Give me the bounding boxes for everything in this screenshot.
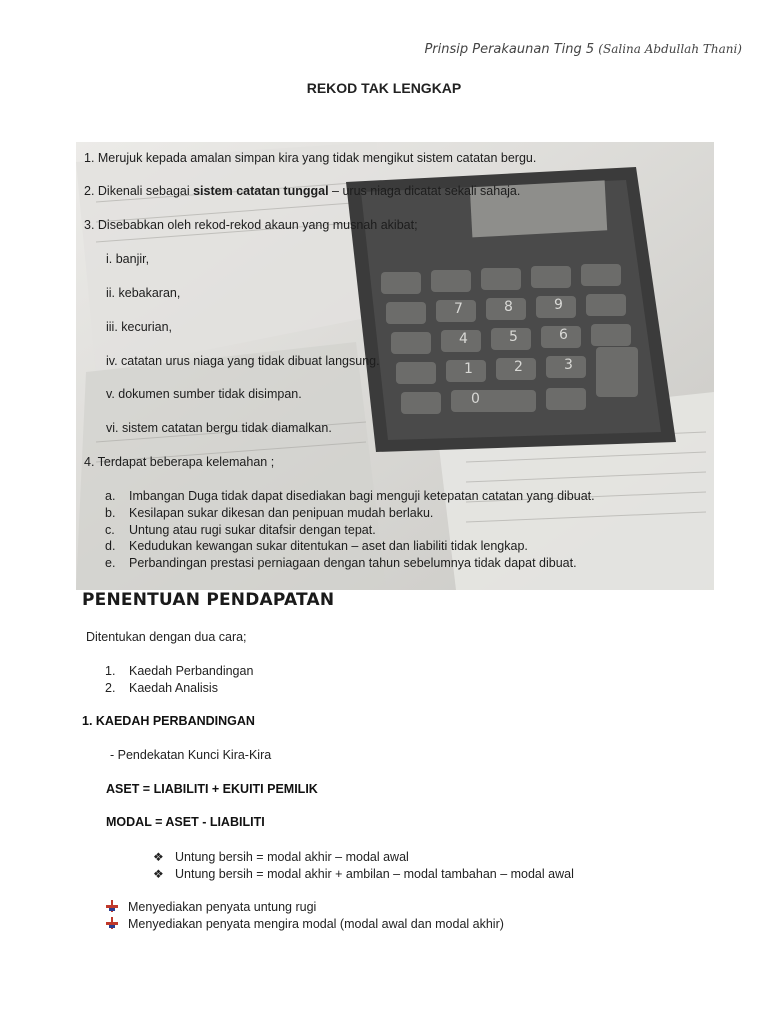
weakness-marker: a.: [105, 489, 116, 503]
section-intro: Ditentukan dengan dua cara;: [86, 630, 247, 644]
weakness-item: [105, 506, 433, 520]
point-2-pre: 2. Dikenali sebagai: [84, 184, 194, 198]
weakness-item: [105, 489, 595, 503]
cause-item: i. banjir,: [106, 252, 150, 266]
svg-text:7: 7: [454, 301, 463, 317]
pin-bullet-icon: [106, 900, 118, 912]
weakness-marker: e.: [105, 556, 116, 570]
svg-text:8: 8: [504, 299, 513, 315]
diamond-bullet-icon: ❖: [153, 867, 164, 881]
weakness-text: Kesilapan sukar dikesan dan penipuan mudah berlaku.: [129, 506, 434, 520]
point-2-post: – urus niaga dicatat sekali sahaja.: [328, 184, 521, 198]
weakness-marker: b.: [105, 506, 116, 520]
weakness-text: Kedudukan kewangan sukar ditentukan – aset dan liabiliti tidak lengkap.: [129, 539, 528, 553]
section-heading: PENENTUAN PENDAPATAN: [82, 590, 335, 610]
pin-bullet-icon: [106, 917, 118, 929]
method-text: Kaedah Analisis: [129, 681, 218, 695]
weakness-item: [105, 539, 528, 553]
weakness-item: [105, 523, 376, 537]
point-2: [84, 184, 520, 198]
svg-text:2: 2: [514, 359, 523, 375]
diamond-bullet-icon: ❖: [153, 850, 164, 864]
method-marker: 1.: [105, 664, 116, 678]
svg-text:9: 9: [554, 297, 563, 313]
svg-text:4: 4: [459, 331, 468, 347]
svg-text:1: 1: [464, 361, 473, 377]
weakness-item: [105, 556, 577, 570]
formula-item: [153, 867, 574, 881]
step-text: Menyediakan penyata untung rugi: [128, 900, 317, 914]
approach-text: - Pendekatan Kunci Kira-Kira: [110, 748, 272, 762]
point-3: 3. Disebabkan oleh rekod-rekod akaun yang musnah akibat;: [84, 218, 418, 232]
equation-1: ASET = LIABILITI + EKUITI PEMILIK: [106, 782, 318, 796]
page-title: REKOD TAK LENGKAP: [306, 80, 462, 96]
svg-text:3: 3: [564, 357, 573, 373]
cause-item: vi. sistem catatan bergu tidak diamalkan.: [106, 421, 332, 435]
svg-text:0: 0: [471, 391, 480, 407]
weakness-text: Perbandingan prestasi perniagaan dengan tahun sebelumnya tidak dapat dibuat.: [129, 556, 577, 570]
step-text: Menyediakan penyata mengira modal (modal awal dan modal akhir): [128, 917, 504, 931]
formula-text: Untung bersih = modal akhir + ambilan – modal tambahan – modal awal: [175, 867, 574, 881]
formula-item: [153, 850, 409, 864]
weakness-marker: c.: [105, 523, 115, 537]
sub-heading: 1. KAEDAH PERBANDINGAN: [82, 714, 255, 728]
step-item: [106, 900, 316, 914]
cause-item: ii. kebakaran,: [106, 286, 181, 300]
method-text: Kaedah Perbandingan: [129, 664, 254, 678]
cause-item: iv. catatan urus niaga yang tidak dibuat langsung.: [106, 354, 380, 368]
point-4: 4. Terdapat beberapa kelemahan ;: [84, 455, 275, 469]
method-marker: 2.: [105, 681, 116, 695]
formula-text: Untung bersih = modal akhir – modal awal: [175, 850, 409, 864]
calculator-icon: [346, 167, 676, 452]
point-1: 1. Merujuk kepada amalan simpan kira yang tidak mengikut sistem catatan bergu.: [84, 151, 537, 165]
weakness-marker: d.: [105, 539, 116, 553]
step-item: [106, 917, 504, 931]
method-item: [105, 681, 218, 695]
header-text: Prinsip Perakaunan Ting 5: [424, 42, 595, 57]
weakness-text: Imbangan Duga tidak dapat disediakan bagi menguji ketepatan catatan yang dibuat.: [129, 489, 595, 503]
page-header: [424, 42, 742, 57]
svg-text:5: 5: [509, 329, 518, 345]
weakness-text: Untung atau rugi sukar ditafsir dengan tepat.: [129, 523, 376, 537]
author-signature: (Salina Abdullah Thani): [598, 42, 742, 56]
method-item: [105, 664, 253, 678]
cause-item: iii. kecurian,: [106, 320, 172, 334]
svg-text:6: 6: [559, 327, 568, 343]
point-2-bold: sistem catatan tunggal: [193, 184, 329, 198]
calculator-background-image: [76, 142, 714, 590]
equation-2: MODAL = ASET - LIABILITI: [106, 815, 265, 829]
cause-item: v. dokumen sumber tidak disimpan.: [106, 387, 302, 401]
